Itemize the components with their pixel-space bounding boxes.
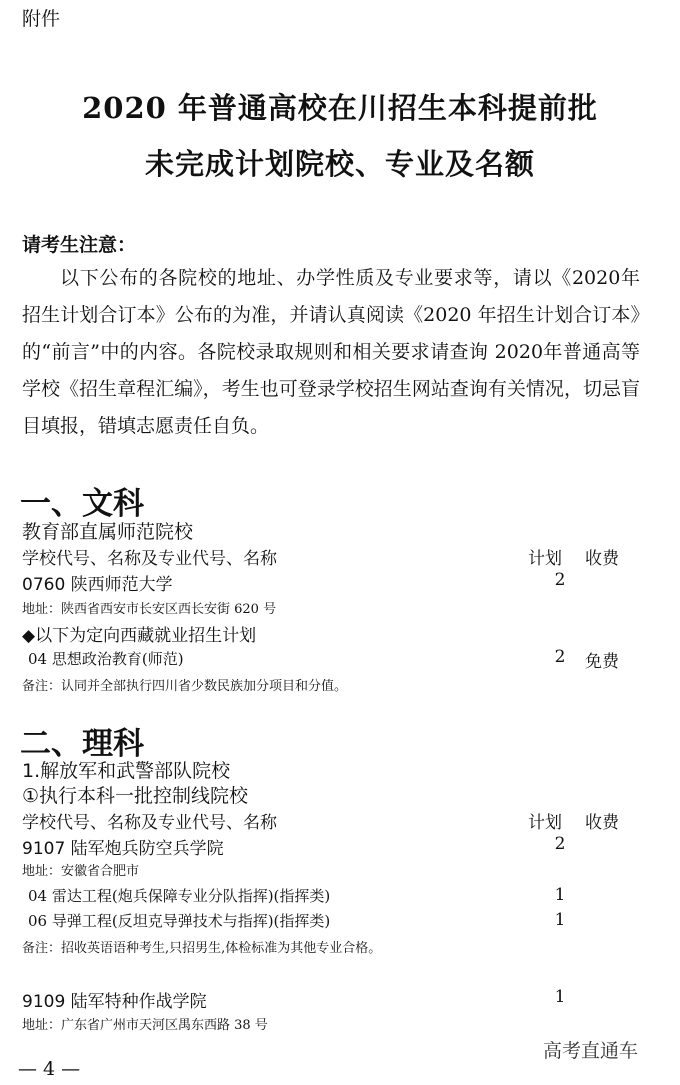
document-title-line1: 2020 年普通高校在川招生本科提前批 <box>82 91 598 125</box>
document-title-line2: 未完成计划院校、专业及名额 <box>144 147 535 181</box>
table-header-fee: 收费 <box>585 549 619 569</box>
school-9109-plan: 1 <box>554 987 566 1007</box>
category-science: 1.解放军和武警部队院校 <box>22 760 231 782</box>
section-title-arts: 一、文科 <box>20 486 144 522</box>
page-number: — 4 — <box>18 1058 81 1080</box>
remark-9107: 备注：招收英语语种考生,只招男生,体检标准为其他专业合格。 <box>22 941 382 956</box>
table-header-label: 学校代号、名称及专业代号、名称 <box>22 813 277 833</box>
directed-plan-note: ◆以下为定向西藏就业招生计划 <box>22 626 257 646</box>
section-title-science: 二、理科 <box>20 726 144 762</box>
table-header-fee: 收费 <box>585 813 619 833</box>
attachment-label: 附件 <box>22 8 61 30</box>
table-header-plan: 计划 <box>528 549 562 569</box>
school-0760-address: 地址：陕西省西安市长安区西长安街 620 号 <box>22 602 277 617</box>
major-06-missile-plan: 1 <box>554 910 566 930</box>
table-header-plan: 计划 <box>528 813 562 833</box>
major-04-ideology-fee: 免费 <box>585 652 619 672</box>
remark-arts: 备注：认同并全部执行四川省少数民族加分项目和分值。 <box>22 679 348 694</box>
school-9109-address: 地址：广东省广州市天河区禺东西路 38 号 <box>22 1018 268 1033</box>
school-9107-address: 地址：安徽省合肥市 <box>22 864 140 879</box>
school-9107: 9107 陆军炮兵防空兵学院 <box>22 839 224 859</box>
school-9109: 9109 陆军特种作战学院 <box>22 992 207 1012</box>
watermark-text: 高考直通车 <box>543 1040 639 1062</box>
subcategory-science: ①执行本科一批控制线院校 <box>22 785 249 807</box>
school-0760-plan: 2 <box>554 570 566 590</box>
major-06-missile: 06 导弹工程(反坦克导弹技术与指挥)(指挥类) <box>28 912 331 930</box>
major-04-ideology: 04 思想政治教育(师范) <box>28 650 184 668</box>
major-04-ideology-plan: 2 <box>554 647 566 667</box>
school-0760: 0760 陕西师范大学 <box>22 575 173 595</box>
major-04-radar: 04 雷达工程(炮兵保障专业分队指挥)(指挥类) <box>28 887 331 905</box>
category-arts: 教育部直属师范院校 <box>22 521 194 543</box>
table-header-label: 学校代号、名称及专业代号、名称 <box>22 549 277 569</box>
school-9107-plan: 2 <box>554 834 566 854</box>
major-04-radar-plan: 1 <box>554 885 566 905</box>
notice-heading: 请考生注意： <box>22 234 137 256</box>
notice-body: 以下公布的各院校的地址、办学性质及专业要求等，请以《2020年招生计划合订本》公布的为准，并请认真阅读《2020 年招生计划合订本》的“前言”中的内容。各院校录取规则和相关要求请查询 2020年普通高等学校《招生章程汇编》，考生也可登录学校招生网站查询有关情况，切忌盲目填报，错填志愿责任自负。 <box>22 267 640 437</box>
